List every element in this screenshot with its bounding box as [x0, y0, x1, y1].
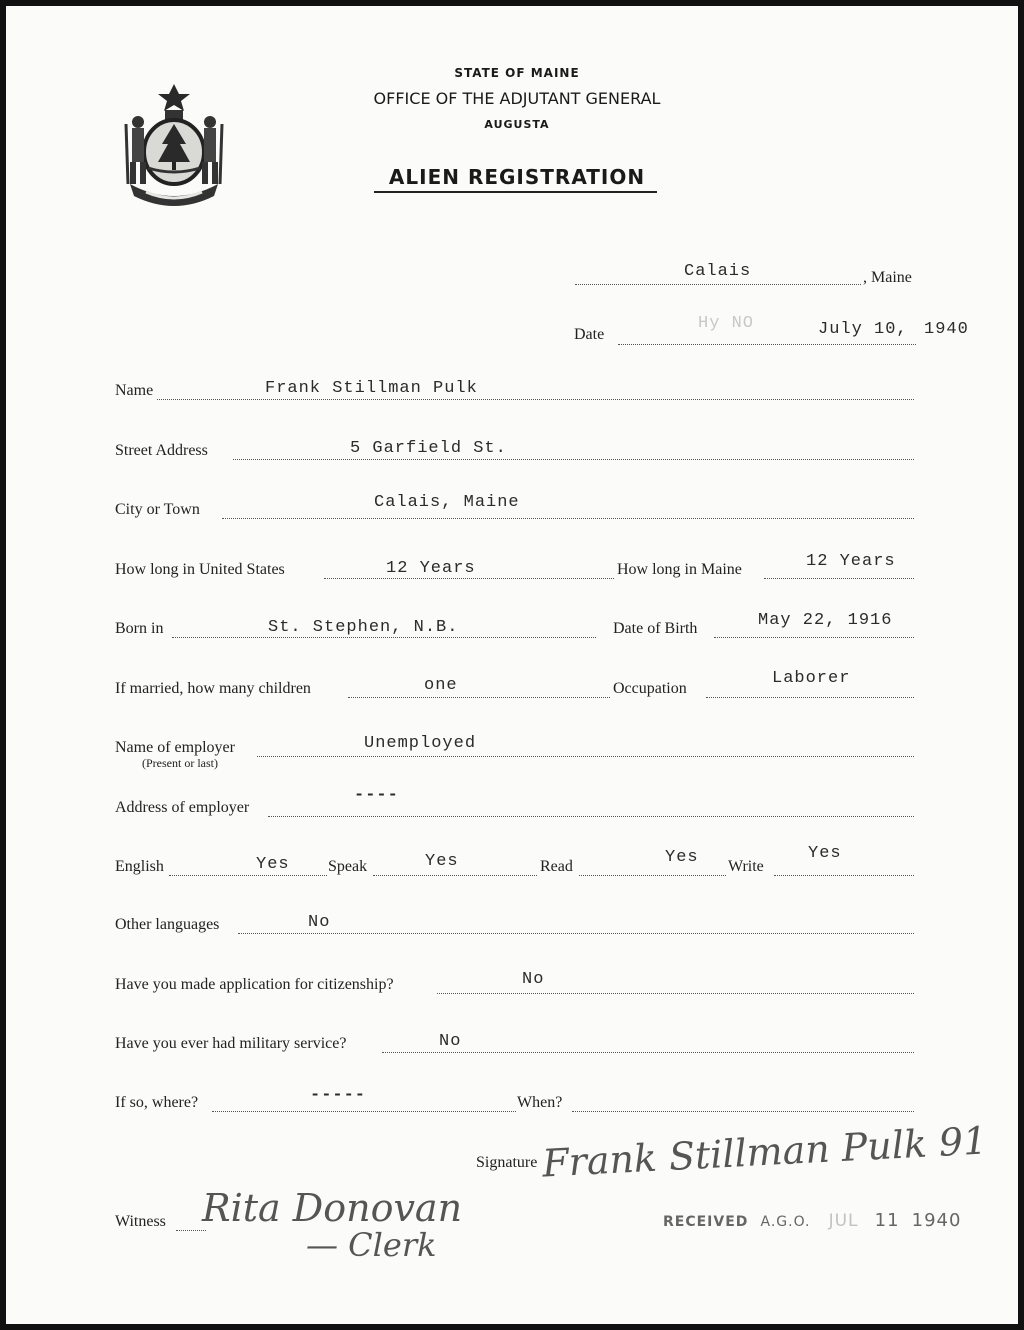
date-faint-overprint: Hy NO — [698, 314, 755, 333]
other-languages-value: No — [308, 913, 331, 932]
employer-value: Unemployed — [364, 734, 477, 753]
witness-label: Witness — [115, 1213, 166, 1230]
witness-signature: Rita Donovan — [202, 1186, 463, 1230]
header-office: OFFICE OF THE ADJUTANT GENERAL — [373, 89, 661, 108]
date-label: Date — [574, 326, 605, 343]
form-title: ALIEN REGISTRATION — [388, 165, 646, 189]
how-long-us-label: How long in United States — [115, 561, 285, 578]
military-value: No — [439, 1032, 462, 1051]
employer-address-value: ---- — [354, 786, 399, 805]
employer-address-label: Address of employer — [115, 799, 250, 816]
speak-label: Speak — [328, 858, 368, 875]
signature-handwriting: Frank Stillman Pulk 91 — [541, 1118, 989, 1186]
title-underline — [374, 191, 657, 193]
employer-label: Name of employer — [115, 739, 235, 756]
born-in-value: St. Stephen, N.B. — [268, 618, 459, 637]
witness-title: — Clerk — [306, 1226, 437, 1264]
received-stamp-day: 11 — [874, 1210, 900, 1231]
received-stamp-month: JUL — [828, 1211, 859, 1231]
where-label: If so, where? — [115, 1094, 199, 1111]
born-in-label: Born in — [115, 620, 164, 637]
english-value: Yes — [256, 855, 290, 874]
place-value: Calais — [684, 262, 752, 281]
date-value: July 10, — [818, 320, 908, 339]
received-stamp-year: 1940 — [911, 1210, 962, 1231]
citizenship-label: Have you made application for citizenship? — [115, 976, 394, 993]
name-label: Name — [115, 382, 154, 399]
write-value: Yes — [808, 844, 842, 863]
header-state: STATE OF MAINE — [454, 66, 580, 80]
where-value: ----- — [310, 1086, 367, 1105]
children-label: If married, how many children — [115, 680, 311, 697]
employer-sublabel: (Present or last) — [142, 756, 218, 770]
occupation-label: Occupation — [613, 680, 687, 697]
signature-label: Signature — [476, 1154, 538, 1171]
alien-registration-form — [6, 6, 1018, 1324]
received-stamp — [663, 1210, 961, 1231]
military-label: Have you ever had military service? — [115, 1035, 347, 1052]
other-languages-label: Other languages — [115, 916, 220, 933]
how-long-maine-label: How long in Maine — [617, 561, 742, 578]
speak-value: Yes — [425, 852, 459, 871]
read-value: Yes — [665, 848, 699, 867]
maine-state-seal-icon — [118, 80, 230, 208]
when-label: When? — [517, 1094, 563, 1111]
how-long-maine-value: 12 Years — [806, 552, 896, 571]
name-value: Frank Stillman Pulk — [265, 379, 478, 398]
city-label: City or Town — [115, 501, 200, 518]
date-of-birth-label: Date of Birth — [613, 620, 698, 637]
write-label: Write — [728, 858, 764, 875]
received-stamp-office: A.G.O. — [760, 1214, 811, 1230]
how-long-us-value: 12 Years — [386, 559, 476, 578]
children-value: one — [424, 676, 458, 695]
street-address-label: Street Address — [115, 442, 208, 459]
date-year: 1940 — [924, 320, 969, 339]
received-stamp-text: RECEIVED — [663, 1214, 749, 1230]
read-label: Read — [540, 858, 573, 875]
header-city: AUGUSTA — [484, 118, 550, 131]
date-of-birth-value: May 22, 1916 — [758, 611, 893, 630]
city-value: Calais, Maine — [374, 493, 520, 512]
citizenship-value: No — [522, 970, 545, 989]
street-address-value: 5 Garfield St. — [350, 439, 507, 458]
occupation-value: Laborer — [772, 669, 851, 688]
english-label: English — [115, 858, 164, 875]
place-state-label: , Maine — [863, 269, 912, 286]
